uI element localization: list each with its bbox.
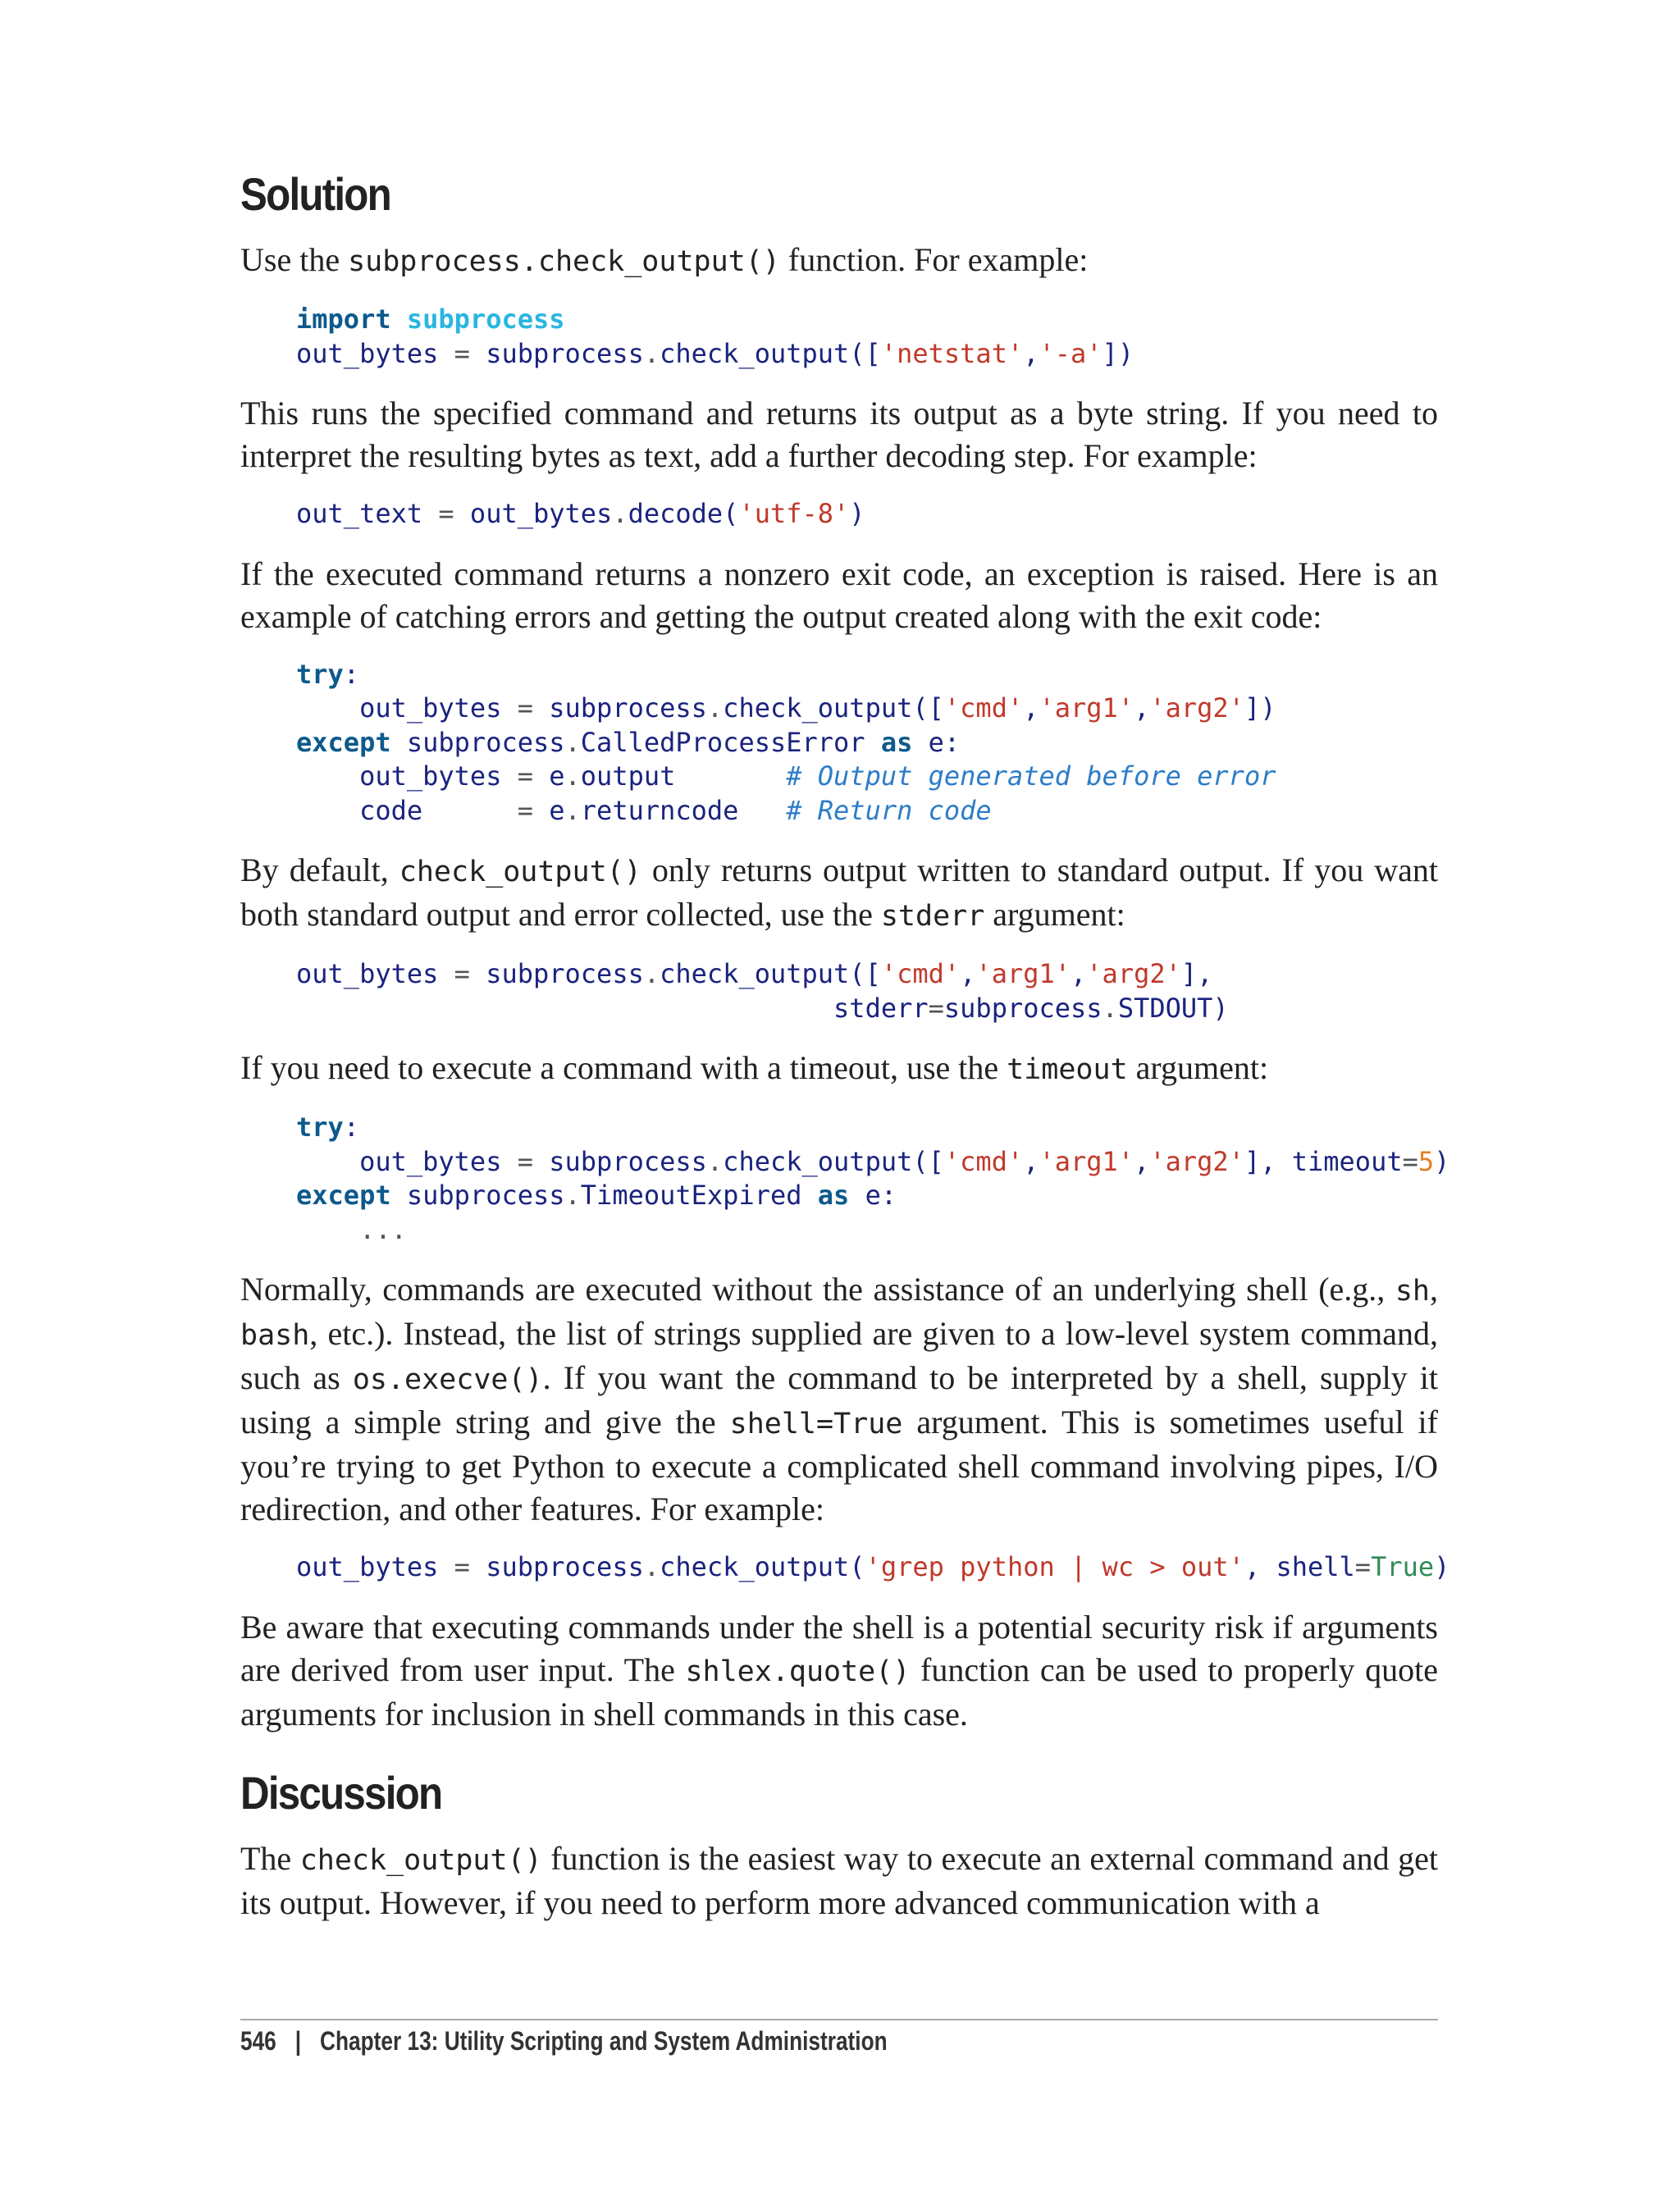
- paragraph-3: If the executed command returns a nonzero exit code, an exception is raised. Here is an example of catching errors and getting the output created along with the exit code:: [240, 555, 1438, 635]
- chapter-title: Chapter 13: Utility Scripting and System Administration: [320, 2026, 888, 2056]
- paragraph-6: Normally, commands are executed without the assistance of an underlying shell (e.g., sh, bash, etc.). Instead, the list of strings supplied are given to a low-level system command, such as os.execve(). If you want the command to be interpreted by a shell, supply it using a simple string and give the shell=True argument. This is sometimes useful if you’re trying to get Python to execute a complicated shell command involving pipes, I/O redirection, and other features. For example:: [240, 1271, 1439, 1528]
- footer-separator: |: [294, 2026, 302, 2056]
- code-block-1: import subprocess out_bytes = subprocess.check_output(['netstat','-a']): [296, 304, 1134, 369]
- code-block-3: try: out_bytes = subprocess.check_output(['cmd','arg1','arg2']) except subprocess.CalledProcessError as e: out_bytes = e.output # Output generated before error code = e.returncode # Return code: [296, 658, 1276, 826]
- paragraph-1: Use the subprocess.check_output() function. For example:: [240, 241, 1089, 279]
- paragraph-2: This runs the specified command and returns its output as a byte string. If you need to interpret the resulting bytes as text, add a further decoding step. For example:: [240, 395, 1438, 475]
- footer-divider: [240, 2019, 1438, 2020]
- code-block-2: out_text = out_bytes.decode('utf-8'): [296, 498, 865, 530]
- solution-heading: Solution: [240, 168, 390, 220]
- discussion-heading: Discussion: [240, 1766, 442, 1819]
- page-footer: [240, 2026, 888, 2057]
- paragraph-5: If you need to execute a command with a timeout, use the timeout argument:: [240, 1049, 1269, 1087]
- inline-code: subprocess.check_output(): [348, 245, 780, 279]
- paragraph-8: The check_output() function is the easiest way to execute an external command and get its output. However, if you need to perform more advanced communication with a: [240, 1840, 1439, 1922]
- page-content: [240, 168, 1450, 1944]
- page-number: 546: [240, 2026, 276, 2056]
- paragraph-7: Be aware that executing commands under the shell is a potential security risk if arguments are derived from user input. The shlex.quote() function can be used to properly quote arguments for inclusion in shell commands in this case.: [240, 1608, 1438, 1732]
- code-block-6: out_bytes = subprocess.check_output('grep python | wc > out', shell=True): [296, 1551, 1450, 1583]
- code-block-4: out_bytes = subprocess.check_output(['cmd','arg1','arg2'], stderr=subprocess.STDOUT): [296, 958, 1229, 1024]
- paragraph-4: By default, check_output() only returns output written to standard output. If you want both standard output and error collected, use the stderr argument:: [240, 851, 1438, 934]
- code-block-5: try: out_bytes = subprocess.check_output(['cmd','arg1','arg2'], timeout=5) except subprocess.TimeoutExpired as e: ...: [296, 1112, 1450, 1245]
